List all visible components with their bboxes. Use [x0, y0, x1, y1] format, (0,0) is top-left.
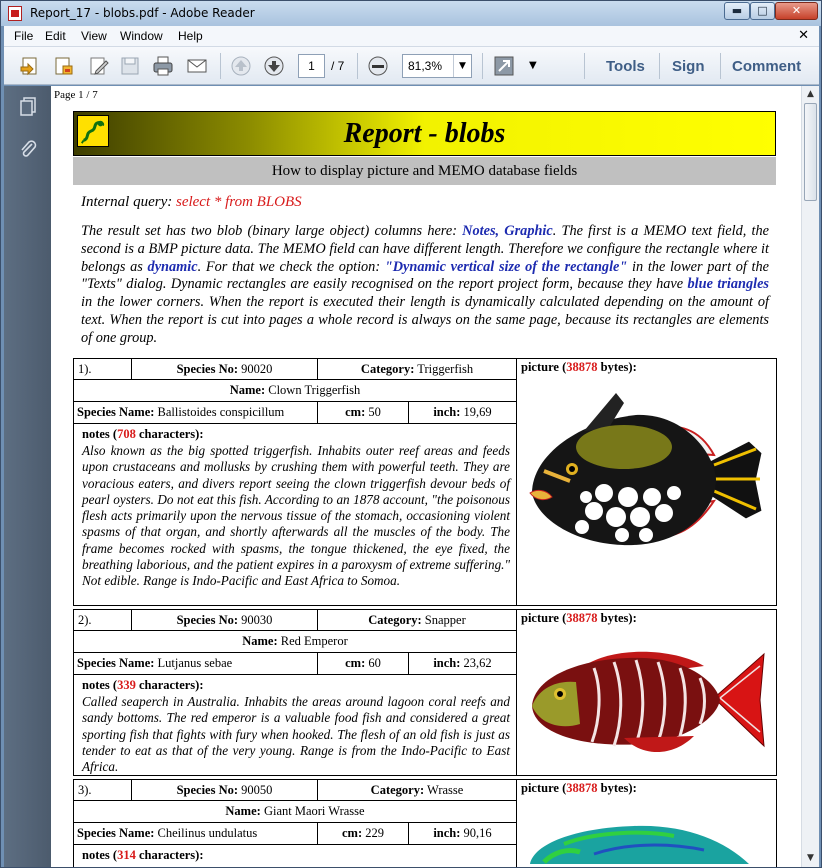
species-name-value: Lutjanus sebae	[157, 656, 233, 670]
page-total: / 7	[331, 59, 345, 73]
email-icon[interactable]	[186, 55, 208, 77]
toolbar-separator	[482, 53, 483, 79]
species-name	[74, 653, 318, 675]
notes-label: notes (	[82, 678, 118, 692]
intro-highlight: blue triangles	[687, 276, 769, 293]
species-name-label: Species Name:	[77, 826, 155, 840]
length-inch	[409, 823, 517, 845]
report-subtitle: How to display picture and MEMO database fields	[73, 157, 776, 185]
characters-label: characters):	[138, 427, 204, 441]
maori-wrasse-picture	[524, 814, 769, 864]
category	[318, 359, 517, 380]
menu-help[interactable]: Help	[178, 29, 203, 43]
notes-label: notes (	[82, 848, 118, 862]
navigation-pane	[4, 86, 51, 867]
category-label: Category:	[370, 783, 425, 797]
bytes-label: bytes):	[600, 360, 637, 374]
notes-text: Also known as the big spotted triggerfish. Inhabits outer reef areas and feeds upon crustaceans and mollusks by crushing them with powerful teeth. They are voracious eaters, and divers report seeing the clown triggerfish devour beds of pearl oysters. Do not eat this fish. According to an 1878 account, "the poisonous flesh acts primarily upon the nervous tissue of the stomach, occasioning violent spasms of that organ, and shortly afterwards all the muscles of the body. The frame becomes rocked with spasms, the tongue thickened, the eye fixed, the breathing laborious, and the patient expires in a paroxysm of extreme suffering." Not edible. Range is Indo-Pacific and East Africa to Somoa.	[82, 443, 510, 589]
print-icon[interactable]	[152, 55, 174, 77]
category-label: Category:	[360, 362, 415, 376]
name-label: Name:	[229, 383, 266, 397]
species-name-value: Ballistoides conspicillum	[157, 405, 285, 419]
toolbar	[4, 47, 819, 85]
species-no	[132, 610, 318, 631]
picture-byte-count: 38878	[566, 611, 598, 625]
inch-value: 19,69	[463, 405, 492, 419]
characters-label: characters):	[138, 678, 204, 692]
menu-window[interactable]: Window	[120, 29, 163, 43]
length-cm	[318, 402, 409, 424]
record-card	[73, 358, 777, 606]
intro-highlight: Notes, Graphic	[462, 223, 553, 239]
page-label: Page 1 / 7	[54, 89, 98, 101]
notes-char-count: 708	[117, 427, 136, 441]
vertical-scrollbar[interactable]	[801, 86, 819, 867]
zoom-value: 81,3%	[408, 59, 443, 73]
sign-link[interactable]: Sign	[672, 58, 705, 75]
red-emperor-picture	[524, 640, 769, 760]
query-text: select * from BLOBS	[175, 194, 302, 210]
intro-highlight: "Dynamic vertical size of the rectangle"	[384, 258, 628, 275]
species-name	[74, 823, 318, 845]
toolbar-separator	[220, 53, 221, 79]
zoom-select[interactable]	[402, 54, 472, 78]
species-name-label: Species Name:	[77, 656, 155, 670]
query-prefix: Internal query:	[81, 194, 176, 210]
inch-label: inch:	[433, 656, 461, 670]
toolbar-separator	[720, 53, 721, 79]
picture-header	[521, 611, 637, 626]
cm-value: 50	[368, 405, 381, 419]
save-icon[interactable]	[119, 55, 141, 77]
report-title: Report - blobs	[343, 118, 506, 149]
menu-file[interactable]: File	[14, 29, 34, 43]
toolbar-separator	[357, 53, 358, 79]
species-name-label: Species Name:	[77, 405, 155, 419]
length-cm	[318, 653, 409, 675]
menu-bar	[4, 26, 819, 47]
species-no-value: 90050	[241, 783, 273, 797]
document-view[interactable]	[51, 86, 801, 867]
record-index: 3).	[74, 780, 132, 801]
intro-text: The result set has two blob (binary large object) columns here:	[81, 223, 463, 239]
fish-name	[74, 801, 517, 823]
column-divider	[516, 610, 517, 775]
picture-header	[521, 360, 637, 375]
create-pdf-icon[interactable]	[19, 55, 41, 77]
category-value: Wrasse	[427, 783, 464, 797]
picture-header	[521, 781, 637, 796]
title-bar	[1, 1, 821, 26]
zoom-out-icon[interactable]	[367, 55, 389, 77]
intro-paragraph	[81, 223, 769, 348]
clown-triggerfish-picture	[524, 393, 769, 563]
column-divider	[516, 780, 517, 867]
next-page-icon[interactable]	[263, 55, 285, 77]
tools-link[interactable]: Tools	[606, 58, 645, 75]
maximize-button[interactable]: □	[750, 2, 775, 20]
notes-label: notes (	[82, 427, 118, 441]
internal-query	[81, 194, 302, 211]
category-value: Triggerfish	[417, 362, 474, 376]
name-value: Red Emperor	[280, 634, 348, 648]
species-no-value: 90020	[241, 362, 273, 376]
length-cm	[318, 823, 409, 845]
record-card	[73, 609, 777, 776]
notes-char-count: 314	[117, 848, 136, 862]
full-screen-icon[interactable]	[493, 55, 515, 77]
intro-text: in the lower corners. When the report is executed their length is dynamically calculated depending on the amount of text. When the report is cut into pages a whole record is always on the same page, because its rectangles are elements of one group.	[81, 294, 769, 346]
record-card	[73, 779, 777, 867]
close-window-button[interactable]: ✕	[775, 2, 818, 20]
species-no	[132, 780, 318, 801]
cm-value: 60	[368, 656, 381, 670]
intro-highlight: dynamic	[147, 258, 198, 275]
inch-label: inch:	[433, 826, 461, 840]
column-divider	[516, 359, 517, 605]
cm-label: cm:	[345, 405, 366, 419]
inch-value: 23,62	[463, 656, 492, 670]
category	[318, 610, 517, 631]
intro-text: . The first is a MEMO text field, the second is a BMP picture data. The MEMO field can have different length. Therefore we configure the rectangle where it belongs as	[81, 223, 769, 275]
cm-label: cm:	[345, 656, 366, 670]
toolbar-separator	[584, 53, 585, 79]
page-number-input[interactable]: 1	[298, 54, 325, 78]
comment-link[interactable]: Comment	[732, 58, 802, 75]
picture-byte-count: 38878	[566, 360, 598, 374]
notes-header	[82, 848, 204, 863]
minimize-button[interactable]: ▬	[724, 2, 750, 20]
menu-edit[interactable]: Edit	[45, 29, 66, 43]
bytes-label: bytes):	[600, 781, 637, 795]
intro-text: in the lower part of the "Texts" dialog. Dynamic rectangles are easily recognised on the report project form, because they have	[81, 258, 769, 293]
picture-label: picture (	[521, 611, 567, 625]
cm-value: 229	[365, 826, 384, 840]
pages-panel-icon[interactable]	[17, 96, 39, 118]
category-value: Snapper	[424, 613, 466, 627]
species-no	[132, 359, 318, 380]
toolbar-overflow-icon[interactable]: ▼	[529, 60, 537, 71]
edit-icon[interactable]	[88, 55, 110, 77]
notes-header	[82, 427, 204, 442]
bytes-label: bytes):	[600, 611, 637, 625]
picture-label: picture (	[521, 781, 567, 795]
report-header	[73, 111, 776, 156]
previous-page-icon[interactable]	[230, 55, 252, 77]
name-value: Giant Maori Wrasse	[263, 804, 365, 818]
inch-value: 90,16	[463, 826, 492, 840]
attachments-panel-icon[interactable]	[17, 138, 39, 160]
picture-label: picture (	[521, 360, 567, 374]
toolbar-separator	[659, 53, 660, 79]
length-inch	[409, 653, 517, 675]
window-title: Report_17 - blobs.pdf - Adobe Reader	[30, 6, 255, 20]
fish-name	[74, 631, 517, 653]
scroll-up-icon[interactable]: ▲	[807, 89, 814, 99]
characters-label: characters):	[138, 848, 204, 862]
record-index: 1).	[74, 359, 132, 380]
notes-header	[82, 678, 204, 693]
export-icon[interactable]	[53, 55, 75, 77]
inch-label: inch:	[433, 405, 461, 419]
species-name	[74, 402, 318, 424]
menu-view[interactable]: View	[81, 29, 107, 43]
category	[318, 780, 517, 801]
species-no-label: Species No:	[176, 783, 239, 797]
cm-label: cm:	[342, 826, 363, 840]
species-no-label: Species No:	[176, 613, 239, 627]
name-label: Name:	[225, 804, 261, 818]
name-label: Name:	[242, 634, 278, 648]
notes-char-count: 339	[117, 678, 136, 692]
category-label: Category:	[368, 613, 422, 627]
pdf-app-icon	[8, 6, 22, 21]
record-index: 2).	[74, 610, 132, 631]
picture-byte-count: 38878	[566, 781, 598, 795]
chevron-down-icon[interactable]: ▼	[453, 55, 471, 77]
fish-name	[74, 380, 517, 402]
species-name-value: Cheilinus undulatus	[157, 826, 258, 840]
species-no-label: Species No:	[176, 362, 239, 376]
notes-text: Called seaperch in Australia. Inhabits the areas around lagoon coral reefs and sandy bottoms. The red emperor is a valuable food fish and considered a great sporting fish that fights with fury when hooked. The flesh of an old fish is just as tender to eat as that of the very young. Range is from the Indo-Pacific to East Africa.	[82, 694, 510, 775]
scrollbar-thumb[interactable]	[804, 103, 817, 201]
length-inch	[409, 402, 517, 424]
scroll-down-icon[interactable]: ▼	[807, 853, 814, 863]
close-document-icon[interactable]: ✕	[798, 28, 809, 43]
name-value: Clown Triggerfish	[268, 383, 361, 397]
species-no-value: 90030	[241, 613, 273, 627]
intro-text: . For that we check the option:	[197, 258, 385, 275]
